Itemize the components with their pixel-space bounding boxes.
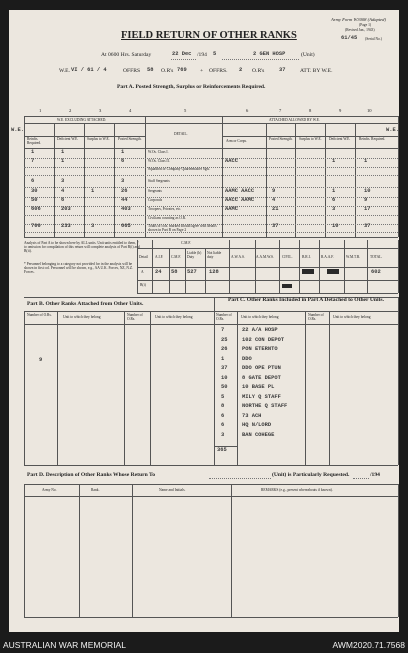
row-value-c10: 9: [364, 197, 368, 203]
row-value-c1: 606: [31, 206, 41, 212]
analysis-aif: A.I.F.: [155, 255, 164, 259]
row-value-c7: 21: [272, 206, 279, 212]
row-detail: Sergeants: [148, 189, 162, 193]
row-value-c4: 403: [121, 206, 131, 212]
part-c-entry-unit: PON ETERNTO: [242, 346, 278, 352]
part-c-entry-unit: HQ N/LORD: [242, 422, 272, 428]
row-value-c7: 4: [272, 197, 276, 203]
analysis-liable: Liable (h) Duty: [187, 251, 202, 259]
row-value-c2: 3: [61, 178, 65, 184]
row-value-c10: 17: [364, 206, 371, 212]
serial-value: 61/45: [341, 35, 358, 41]
analysis-notliable-value: 128: [209, 269, 219, 275]
unit-label: (Unit): [301, 52, 315, 58]
row-value-c10: 37: [364, 223, 371, 229]
ors-label: O.R's: [161, 68, 174, 74]
part-c-entry-number: 26: [221, 346, 228, 352]
col-number: 3: [99, 108, 102, 113]
analysis-total: TOTAL.: [370, 255, 383, 259]
offrs2-label: OFFRS.: [209, 68, 228, 74]
part-c-entry-number: 3: [221, 431, 225, 438]
row-detail: W.Os. Class II.: [148, 159, 170, 163]
part-c-entry-unit: 102 CON DEPOT: [242, 336, 285, 343]
we-label: W.E.: [59, 68, 70, 74]
part-b-col: Unit to which they belong: [63, 315, 101, 319]
analysis-awas: A.W.A.S.: [231, 255, 245, 259]
part-c-entry-unit: 10 BASE PL: [242, 384, 275, 390]
part-c-entry-unit: DDO: [242, 355, 252, 362]
row-value-c4: 6: [121, 158, 125, 164]
time-day-label: At 0600 Hrs. Saturday: [101, 52, 152, 58]
part-c-heading: Part C. Other Ranks Included in Part A Detached to Other Units.: [228, 297, 384, 303]
row-value-c9: 1: [332, 158, 336, 164]
part-c-col: Number of O.Rs.: [308, 313, 324, 321]
col-number: 9: [339, 108, 342, 113]
part-b-heading: Part B. Other Ranks Attached from Other Units.: [27, 301, 144, 307]
part-c-entry-unit: 8 GATE DEPOT: [242, 374, 281, 381]
analysis-raaf: R.A.A.F.: [321, 255, 334, 259]
row-value-c4: 26: [121, 188, 128, 194]
subhead-arm: Arm or Corps.: [226, 139, 247, 143]
group-right-label: ATTACHED ALLOWED BY W.E.: [269, 118, 320, 122]
row-value-c4: 44: [121, 197, 128, 203]
offrs-label: OFFRS: [123, 68, 141, 74]
form-number: Army Form W3008 (Adapted): [331, 17, 386, 22]
part-d-col: Army No.: [42, 488, 57, 492]
row-value-c1: 6: [31, 178, 35, 184]
part-d-col: REMARKS (e.g., present whereabouts if known).: [261, 488, 333, 492]
analysis-wmtr: W.M.T.R.: [346, 255, 361, 259]
analysis-aif-value: 24: [155, 269, 162, 275]
date-typed: 22 Dec: [172, 51, 192, 57]
analysis-cmf-group: C.M.F.: [181, 241, 191, 245]
part-b-entry-number: 9: [39, 357, 43, 363]
col-number: 10: [367, 108, 372, 113]
unit-typed: 2 GEN HOSP: [253, 51, 286, 57]
offrs-value: 58: [147, 67, 154, 73]
row-value-c3: 1: [91, 188, 95, 194]
form-page: (Page 1): [359, 23, 372, 27]
subhead-surplus: Surplus to W.E.: [87, 137, 110, 141]
subhead-surplus-att: Surplus to W.E.: [299, 137, 322, 141]
part-c-entry-number: 50: [221, 384, 228, 390]
part-c-entry-unit: DDO OPE PTUN: [242, 365, 281, 371]
row-value-c2: 4: [61, 188, 65, 194]
row-value-c1: 50: [31, 197, 38, 203]
part-c-entry-number: 8: [221, 403, 225, 409]
row-value-arm: AACC AAMC: [225, 197, 255, 203]
subhead-reinfts-att: Reinfts. Required.: [359, 137, 386, 141]
part-c-total: 365: [217, 447, 227, 453]
part-c-entry-number: 25: [221, 336, 228, 343]
row-detail: Corporals: [148, 198, 163, 202]
year-digit: 5: [213, 51, 217, 57]
row-value-c1: 7: [31, 158, 35, 164]
part-c-entry-unit: 73 ACH: [242, 412, 262, 419]
part-d-heading-mid: (Unit) is Particularly Requested.: [272, 472, 350, 478]
part-d-col: Rank.: [91, 488, 100, 492]
row-value-c9: 6: [332, 197, 336, 203]
analysis-row-label: B(i): [140, 283, 146, 287]
year-label: /194: [197, 52, 207, 58]
row-detail: W.Os. Class I.: [148, 150, 169, 154]
row-value-arm: AACC: [225, 158, 238, 164]
offrs2-value: 2: [239, 67, 243, 73]
row-detail: Troopers, Privates, etc.: [148, 207, 182, 211]
row-value-c10: 10: [364, 188, 371, 194]
ors-value: 769: [177, 67, 187, 73]
row-value-c1: 30: [31, 188, 38, 194]
col-number: 2: [69, 108, 72, 113]
row-value-c1: 1: [31, 149, 35, 155]
row-value-c2: 1: [61, 149, 65, 155]
col-number: 6: [246, 108, 249, 113]
row-detail: Totals of cols. marked should agree with details shown in Part B on Page 2: [148, 224, 217, 232]
row-value-c9: 3: [332, 206, 336, 212]
row-value-c2: 1: [61, 158, 65, 164]
row-value-c9: 10: [332, 223, 339, 229]
part-b-col: Number of O.Rs.: [27, 313, 52, 317]
analysis-detail-head: Detail: [139, 255, 148, 259]
row-value-c1: 700: [31, 223, 41, 229]
part-d-col: Name and Initials.: [159, 488, 186, 492]
part-c-entry-number: 37: [221, 365, 228, 371]
margin-we-left: W.E.: [11, 127, 24, 133]
archive-footer: [0, 640, 408, 651]
analysis-row-label: A: [141, 270, 144, 274]
part-c-entry-number: 1: [221, 355, 225, 362]
row-value-c2: 203: [61, 206, 71, 212]
subhead-posted-att: Posted Strength.: [269, 137, 293, 141]
col-number: 5: [184, 108, 187, 113]
part-d-heading: Part D. Description of Other Ranks Whose Return To: [27, 472, 155, 478]
part-c-col: Number of O.Rs.: [216, 313, 232, 321]
form-sheet: [9, 10, 399, 632]
redaction-block: [327, 269, 339, 274]
part-c-entry-number: 10: [221, 374, 228, 381]
part-c-entry-number: 5: [221, 393, 225, 400]
redaction-block: [282, 284, 292, 288]
serial-label: (Serial No.): [365, 37, 382, 41]
part-c-entry-unit: NORTHE Q STAFF: [242, 403, 288, 409]
analysis-note: Analysis of Part A to be shown here by ALL units. Unit units entitled to them, * to omission for compilation of this return will complete analysis of Part B(i) and B(ii).: [24, 241, 140, 254]
col-number: 1: [39, 108, 42, 113]
row-detail: Staff Sergeants: [148, 179, 170, 183]
margin-we-right: W.E.: [386, 127, 399, 133]
we-value: VI / 61 / 4: [71, 67, 107, 73]
row-value-c10: 1: [364, 158, 368, 164]
col-number: 4: [129, 108, 132, 113]
subhead-reinfts: Reinfts. Required.: [27, 137, 42, 145]
part-d-heading-end: /194: [370, 472, 380, 478]
row-detail: Civilians counting as O.R.: [148, 216, 187, 220]
detail-header: DETAIL.: [174, 132, 188, 136]
part-c-entry-number: 6: [221, 412, 225, 419]
analysis-cmf: C.M.F.: [171, 255, 181, 259]
analysis-note-2: * Personnel belonging to a category not provided for in the analysis will be shown in first col. Personnel will be shown, e.g., AA U.K. Forces, NZ, N.Z. Forces.: [24, 262, 133, 275]
ors2-label: O.R's: [252, 68, 265, 74]
part-c-col: Unit to which they belong: [333, 315, 371, 319]
archive-id: AWM2020.71.7568: [332, 640, 405, 650]
row-value-arm: AAMC: [225, 206, 238, 212]
part-c-entry-unit: MILY Q STAFF: [242, 393, 281, 400]
ors2-value: 37: [279, 67, 286, 73]
col-number: 7: [279, 108, 282, 113]
att-label: ATT. BY W.E.: [300, 68, 333, 74]
row-value-c2: 6: [61, 197, 65, 203]
subhead-deficient: Deficient W.E.: [57, 137, 79, 141]
part-c-col: Unit to which they belong: [241, 315, 279, 319]
part-c-entry-unit: BAN COHEGE: [242, 431, 275, 438]
row-value-c2: 233: [61, 223, 71, 229]
analysis-bri: B.R.I.: [302, 255, 311, 259]
row-value-c7: 37: [272, 223, 279, 229]
analysis-total-value: 602: [371, 269, 381, 275]
row-detail: Squadron or Company Quartermaster Sgts.: [148, 167, 210, 171]
analysis-not-liable: Not liable duty: [207, 251, 222, 259]
archive-name: AUSTRALIAN WAR MEMORIAL: [3, 640, 126, 650]
analysis-civil: CIVIL.: [282, 255, 293, 259]
col-number: 8: [309, 108, 312, 113]
part-c-entry-number: 6: [221, 422, 225, 428]
row-value-c9: 1: [332, 188, 336, 194]
part-c-entry-number: 7: [221, 327, 225, 333]
redaction-block: [302, 269, 314, 274]
plus-sign: +: [200, 68, 204, 74]
form-title: FIELD RETURN OF OTHER RANKS: [121, 30, 297, 41]
part-c-entry-unit: 22 A/A HOSP: [242, 327, 278, 333]
form-revised: (Revised Jan., 1943): [345, 28, 375, 32]
row-value-c3: 3: [91, 223, 95, 229]
part-a-heading: Part A. Posted Strength, Surplus or Reinforcements Required.: [117, 84, 266, 90]
analysis-aamws: A.A.M.W.S.: [256, 255, 274, 259]
row-value-c7: 9: [272, 188, 276, 194]
row-value-c4: 665: [121, 223, 131, 229]
part-b-col: Unit to which they belong: [155, 315, 193, 319]
row-value-c4: 1: [121, 149, 125, 155]
subhead-deficient-att: Deficient W.E.: [329, 137, 351, 141]
analysis-cmf-value: 58: [171, 269, 178, 275]
group-left-label: W.E. EXCLUDING ATTACHED.: [57, 118, 107, 122]
analysis-liable-value: 527: [187, 269, 197, 275]
part-b-col: Number of O.Rs.: [127, 313, 143, 321]
row-value-c4: 3: [121, 178, 125, 184]
row-value-arm: AAMC AACC: [225, 188, 255, 194]
subhead-posted: Posted Strength.: [118, 137, 142, 141]
